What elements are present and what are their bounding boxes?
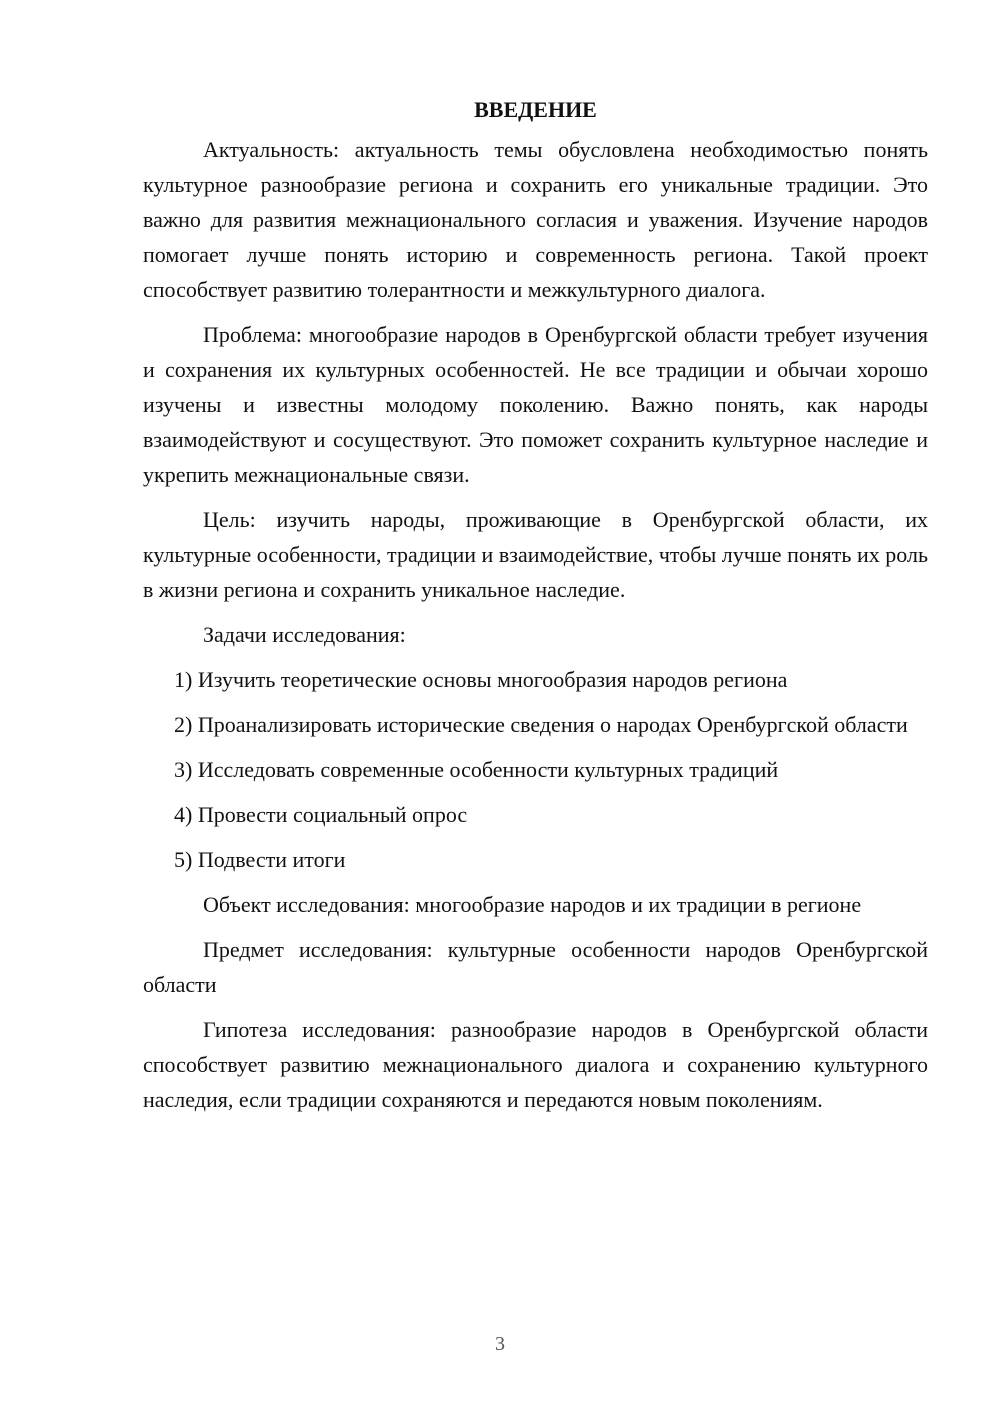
paragraph-tasks-heading: Задачи исследования:: [203, 622, 406, 647]
document-page: [143, 92, 928, 1127]
task-item-4: 4) Провести социальный опрос: [174, 802, 468, 827]
paragraph-goal: Цель: изучить народы, проживающие в Оренбургской области, их культурные особенности, традиции и взаимодействие, чтобы лучше понять их роль в жизни региона и сохранить уникальное наследие.: [143, 507, 928, 602]
task-item-5: 5) Подвести итоги: [174, 847, 346, 872]
paragraph-subject: Предмет исследования: культурные особенности народов Оренбургской области: [143, 937, 928, 997]
paragraph-problem: Проблема: многообразие народов в Оренбургской области требует изучения и сохранения их культурных особенностей. Не все традиции и обычаи хорошо изучены и известны молодому поколению. Важно понять, как народы взаимодействуют и сосуществуют. Это поможет сохранить культурное наследие и укрепить межнациональные связи.: [143, 322, 928, 487]
page-number: 3: [495, 1333, 505, 1355]
task-item-2: 2) Проанализировать исторические сведения о народах Оренбургской области: [174, 712, 908, 737]
section-title: ВВЕДЕНИЕ: [474, 97, 597, 122]
paragraph-object: Объект исследования: многообразие народов и их традиции в регионе: [203, 892, 862, 917]
task-item-1: 1) Изучить теоретические основы многообразия народов региона: [174, 667, 788, 692]
task-item-3: 3) Исследовать современные особенности культурных традиций: [174, 757, 779, 782]
paragraph-hypothesis: Гипотеза исследования: разнообразие народов в Оренбургской области способствует развитию межнационального диалога и сохранению культурного наследия, если традиции сохраняются и передаются новым поколениям.: [143, 1017, 928, 1112]
paragraph-relevance: Актуальность: актуальность темы обусловлена необходимостью понять культурное разнообразие региона и сохранить его уникальные традиции. Это важно для развития межнационального согласия и уважения. Изучение народов помогает лучше понять историю и современность региона. Такой проект способствует развитию толерантности и межкультурного диалога.: [143, 137, 928, 302]
